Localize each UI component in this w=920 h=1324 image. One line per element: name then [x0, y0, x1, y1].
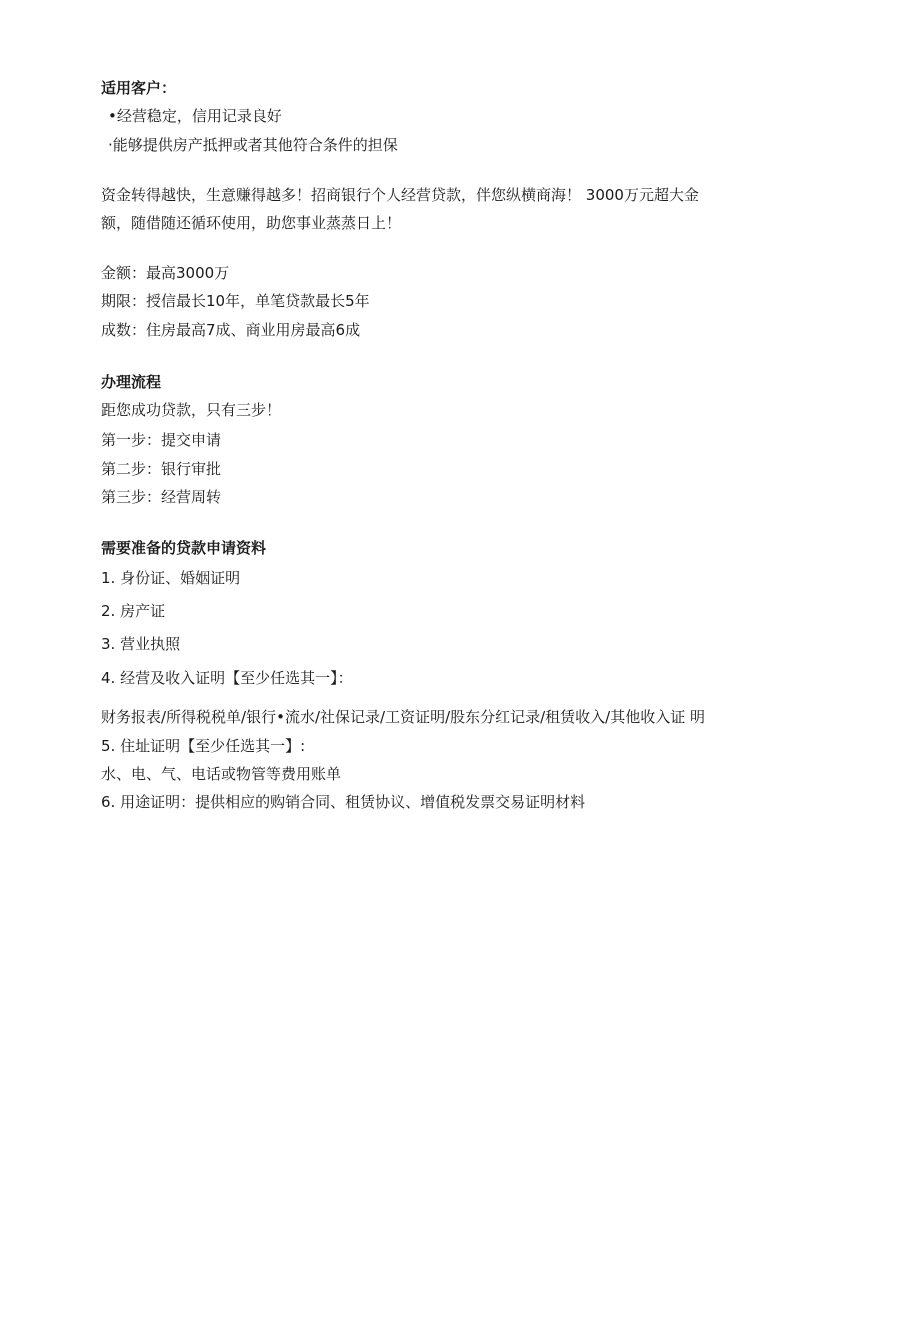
material-item: 3. 营业执照	[101, 635, 181, 653]
process-heading: 办理流程	[101, 373, 162, 391]
intro-line-1: 资金转得越快，生意赚得越多！招商银行个人经营贷款，伴您纵横商海！ 3000万元超大金	[101, 186, 699, 204]
customer-criterion: ·能够提供房产抵押或者其他符合条件的担保	[108, 136, 398, 154]
material-item: 4. 经营及收入证明【至少任选其一】：	[101, 669, 353, 687]
process-step: 第二步：银行审批	[101, 460, 222, 478]
material-item: 2. 房产证	[101, 602, 166, 620]
process-step: 第三步：经营周转	[101, 488, 222, 506]
intro-line-2: 额，随借随还循环使用，助您事业蒸蒸日上！	[101, 214, 402, 232]
materials-heading: 需要准备的贷款申请资料	[101, 539, 267, 557]
customers-heading: 适用客户：	[101, 79, 177, 97]
customer-criterion: •经营稳定，信用记录良好	[108, 107, 282, 125]
process-subtitle: 距您成功贷款，只有三步！	[101, 401, 282, 419]
material-item-detail: 水、电、气、电话或物管等费用账单	[101, 765, 342, 783]
material-item: 1. 身份证、婚姻证明	[101, 569, 241, 587]
term-ratio: 成数：住房最高7成、商业用房最高6成	[101, 321, 361, 339]
process-step: 第一步：提交申请	[101, 431, 222, 449]
material-item-detail: 财务报表/所得税税单/银行•流水/社保记录/工资证明/股东分红记录/租赁收入/其他收入证 明	[101, 708, 705, 726]
material-item: 5. 住址证明【至少任选其一】:	[101, 737, 306, 755]
term-period: 期限：授信最长10年，单笔贷款最长5年	[101, 292, 370, 310]
material-item: 6. 用途证明：提供相应的购销合同、租赁协议、增值税发票交易证明材料	[101, 793, 586, 811]
term-amount: 金额：最高3000万	[101, 264, 230, 282]
